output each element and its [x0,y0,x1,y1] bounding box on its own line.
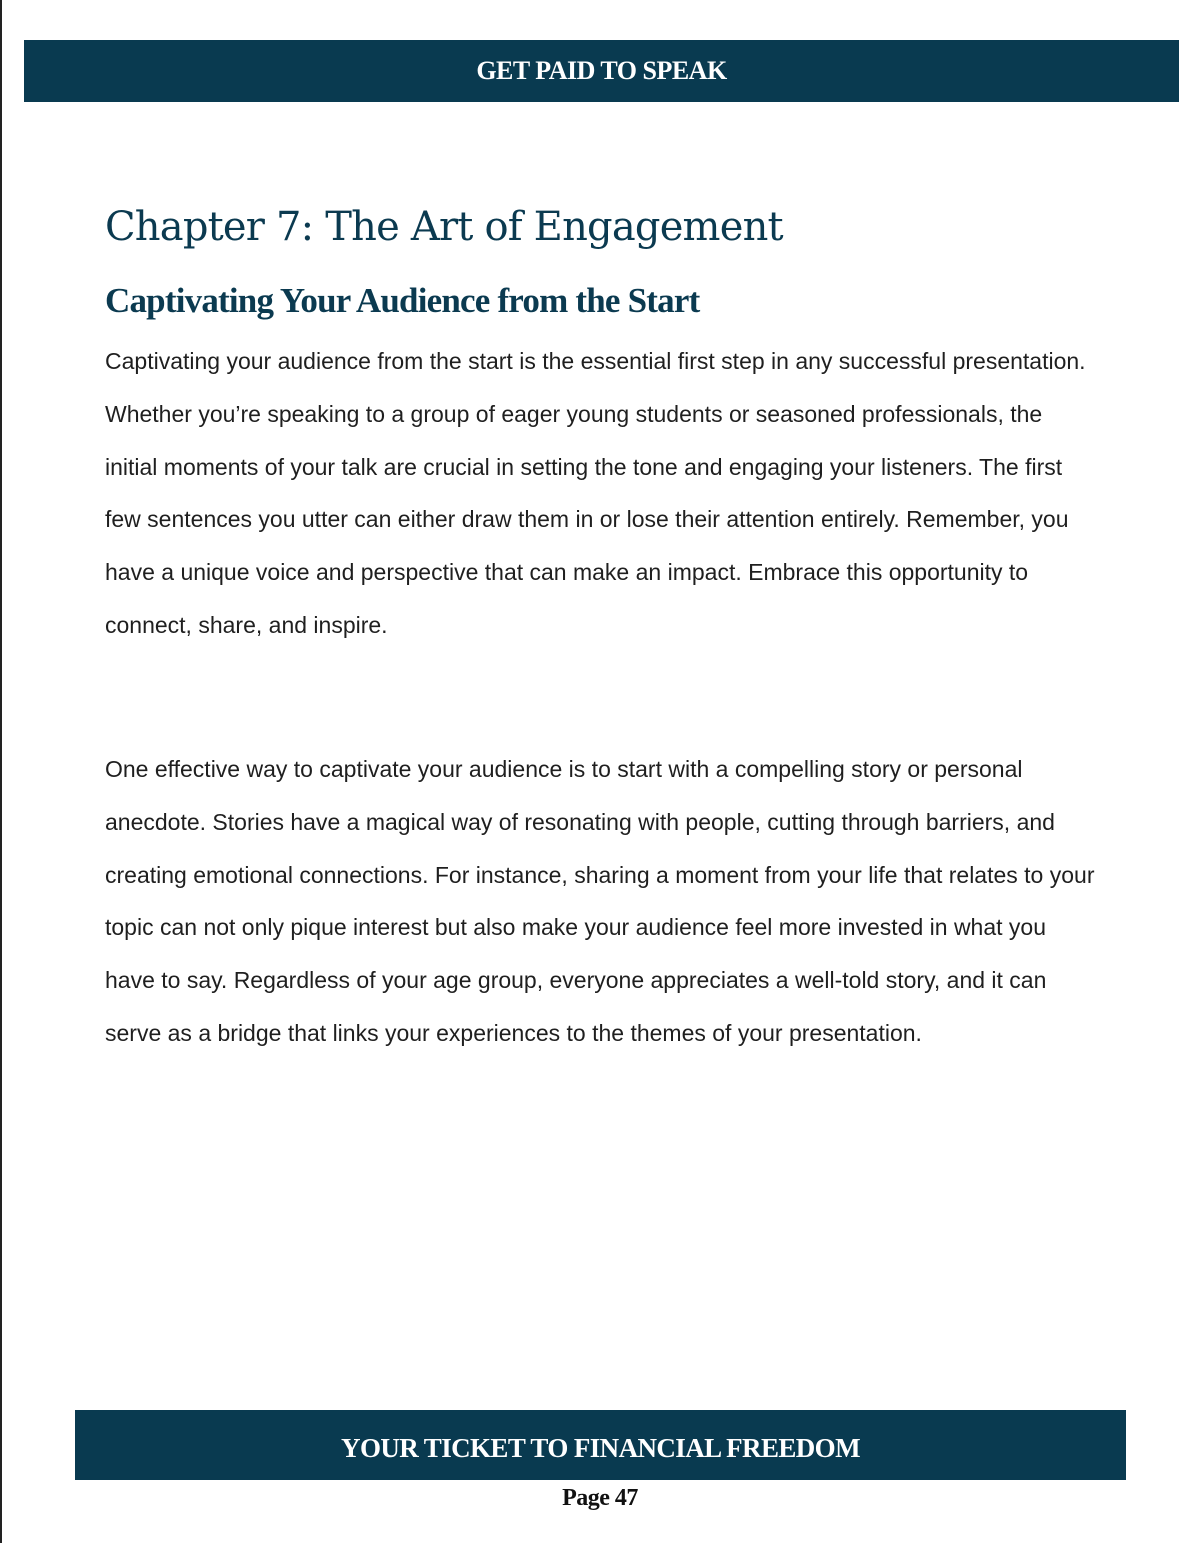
body-paragraph: One effective way to captivate your audience is to start with a compelling story or personal anecdote. Stories have a magical way of resonating with people, cutting through barriers, and creating emotional connections. For instance, sharing a moment from your life that relates to your topic can not only pique interest but also make your audience feel more invested in what you have to say. Regardless of your age group, everyone appreciates a well-told story, and it can serve as a bridge that links your experiences to the themes of your presentation. [105,756,1095,1046]
section-title: Captivating Your Audience from the Start [105,281,700,320]
page-left-edge [0,0,2,1543]
running-header [24,40,1179,102]
chapter-title: Chapter 7: The Art of Engagement [105,204,783,250]
body-paragraph: Captivating your audience from the start is the essential first step in any successful presentation. Whether you’re speaking to a group of eager young students or seasoned professionals, the initial moments of your talk are crucial in setting the tone and engaging your listeners. The first few sentences you utter can either draw them in or lose their attention entirely. Remember, you have a unique voice and perspective that can make an impact. Embrace this opportunity to connect, share, and inspire. [105,348,1086,638]
running-header-title: GET PAID TO SPEAK [476,56,727,85]
page-number: Page 47 [562,1485,638,1511]
running-footer-title: YOUR TICKET TO FINANCIAL FREEDOM [341,1432,860,1463]
running-footer [75,1410,1126,1480]
